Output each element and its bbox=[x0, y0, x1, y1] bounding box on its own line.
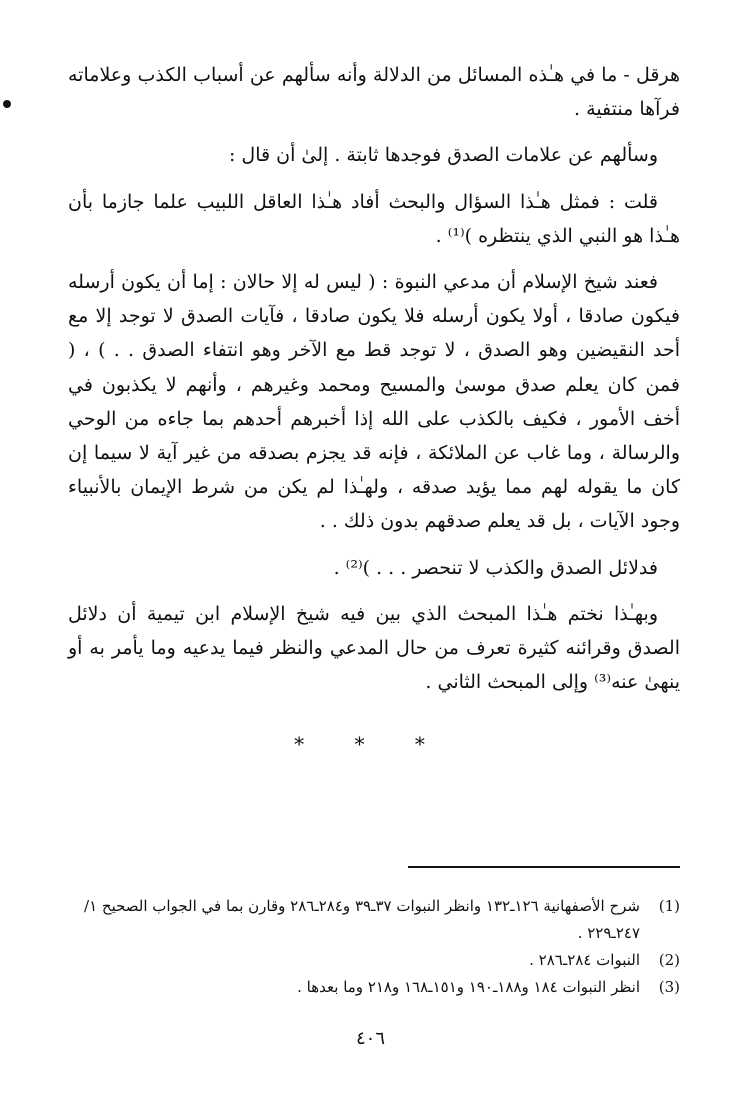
margin-dot-mark bbox=[3, 100, 11, 108]
footnote-text: شرح الأصفهانية ١٢٦ـ١٣٢ وانظر النبوات ٣٧ـ٣٩ و٢٨٤ـ٢٨٦ وقارن بما في الجواب الصحيح ١/ ٢٤٧ـ٢٢٩ . bbox=[84, 897, 640, 942]
paragraph-2: وسألهم عن علامات الصدق فوجدها ثابتة . إلىٰ أن قال : bbox=[228, 144, 658, 167]
paragraph-3: قلت : فمثل هـٰذا السؤال والبحث أفاد هـٰذا العاقل اللبيب علما جازما بأن هـٰذا هو النبي الذي ينتظره )⁽¹⁾ . bbox=[68, 190, 680, 247]
footnote-2 bbox=[68, 947, 680, 974]
footnote-3 bbox=[68, 974, 680, 1001]
paragraph-5: فدلائل الصدق والكذب لا تنحصر . . . )⁽²⁾ . bbox=[333, 556, 658, 579]
paragraph-1: هرقل - ما في هـٰذه المسائل من الدلالة وأنه سألهم عن أسباب الكذب وعلاماته فرآها منتفية . bbox=[68, 64, 680, 121]
footnote-text: انظر النبوات ١٨٤ و١٨٨ـ١٩٠ و١٥١ـ١٦٨ و٢١٨ وما بعدها . bbox=[297, 978, 640, 996]
main-text bbox=[68, 58, 680, 711]
footnote-text: النبوات ٢٨٤ـ٢٨٦ . bbox=[529, 951, 640, 969]
paragraph-6: وبهـٰذا نختم هـٰذا المبحث الذي بين فيه شيخ الإسلام ابن تيمية أن دلائل الصدق وقرائنه كثيرة تعرف من حال المدعي والنظر فيما يدعيه وما يأمر به أو ينهىٰ عنه⁽³⁾ وإلى المبحث الثاني . bbox=[68, 602, 680, 694]
footnotes bbox=[68, 893, 680, 1001]
footnote-number: (3) bbox=[658, 978, 680, 996]
page-number: ٤٠٦ bbox=[355, 1028, 385, 1049]
footnote-1 bbox=[68, 893, 680, 947]
footnote-number: (1) bbox=[658, 897, 680, 915]
footnote-rule bbox=[408, 866, 680, 868]
footnote-number: (2) bbox=[658, 951, 680, 969]
section-separator: * * * bbox=[294, 732, 447, 756]
paragraph-4: فعند شيخ الإسلام أن مدعي النبوة : ( ليس له إلا حالان : إما أن يكون أرسله فيكون صادقا ، أولا يكون أرسله فلا يكون صادقا ، فآيات الصدق لا توجد إلا مع أحد النقيضين وهو الصدق ، لا توجد قط مع الآخر وهو انتفاء الصدق . . ) ، ( فمن كان يعلم صدق موسىٰ والمسيح ومحمد وغيرهم ، وأنهم لا يكذبون في أخف الأمور ، فكيف بالكذب على الله إذا أخبرهم أحدهم بما جاءه من الوحي والرسالة ، وما غاب عن الملائكة ، فإنه قد يجزم بصدقه من غير آية لا سيما إن كان ما يقوله لهم مما يؤيد صدقه ، ولهـٰذا لم يكن من شرط الإيمان بالأنبياء وجود الآيات ، بل قد يعلم صدقهم بدون ذلك . . bbox=[68, 271, 680, 533]
